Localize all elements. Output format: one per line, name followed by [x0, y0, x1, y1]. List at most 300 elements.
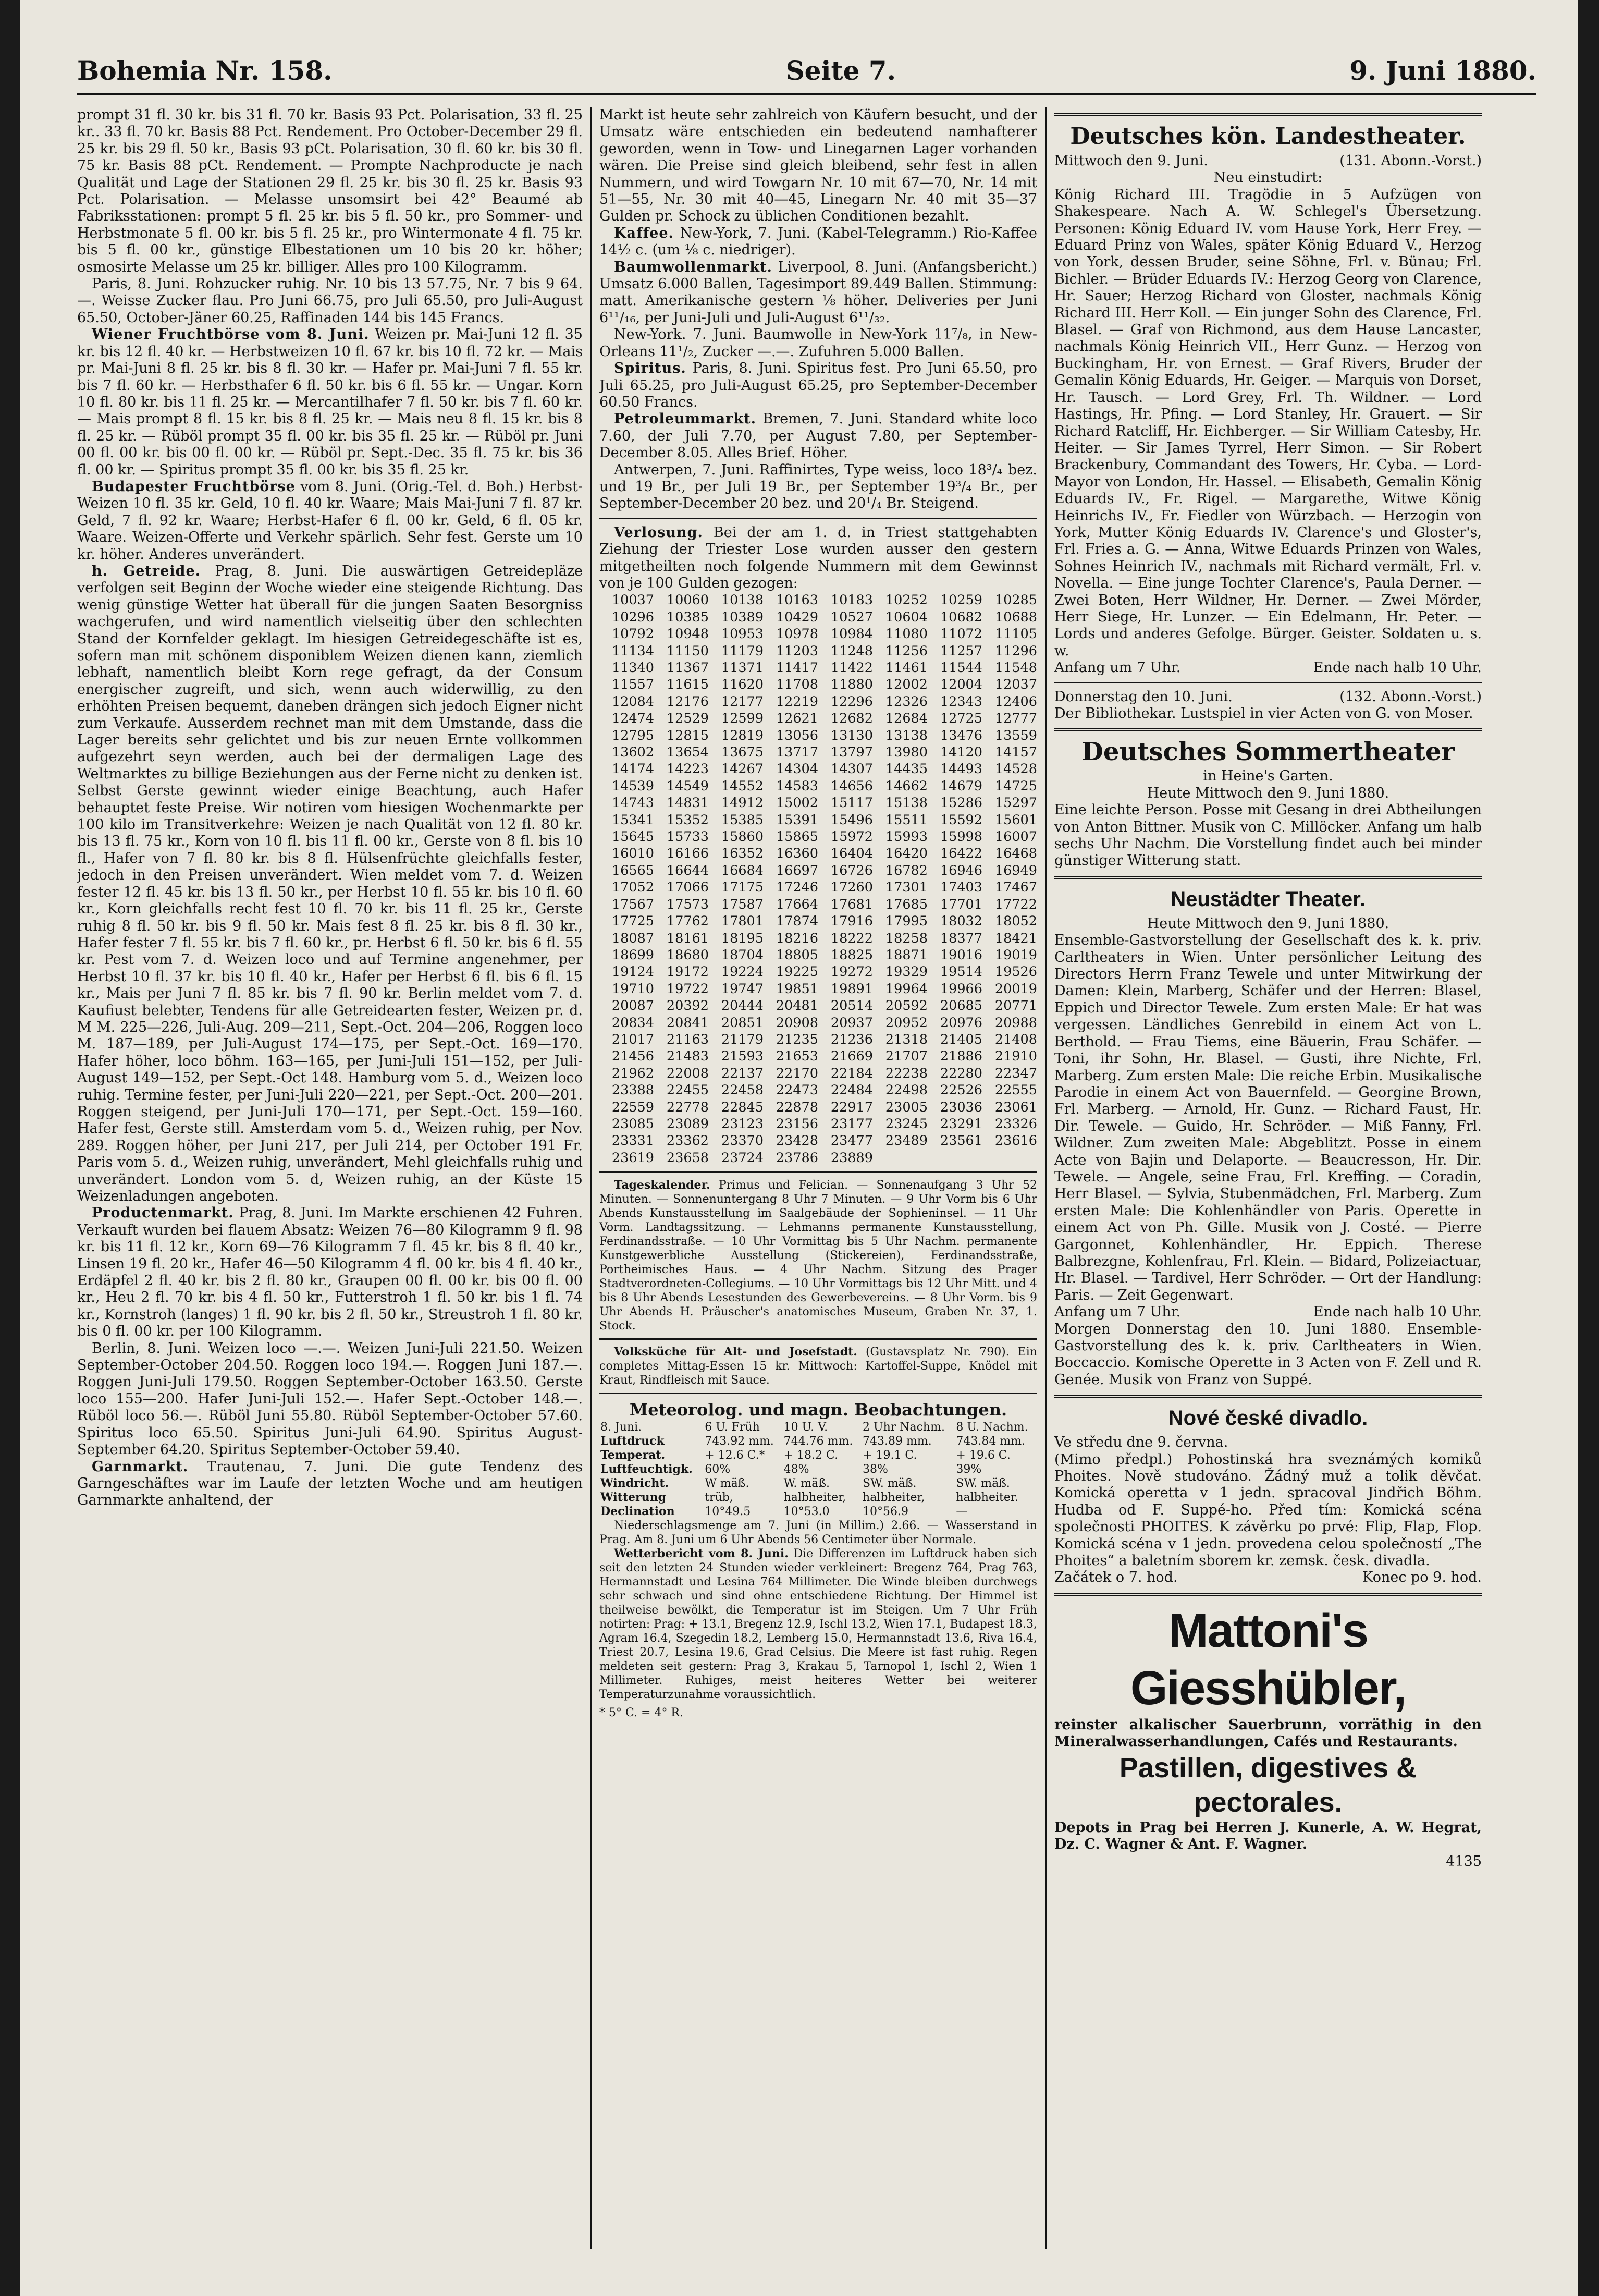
lottery-row — [599, 1065, 1037, 1082]
lottery-number: 18052 — [994, 913, 1037, 930]
lottery-number: 12725 — [940, 711, 982, 727]
lottery-number: 10948 — [666, 626, 709, 642]
lottery-number: 15002 — [776, 795, 818, 811]
lottery-number: 16644 — [666, 862, 709, 878]
lottery-number: 10978 — [776, 626, 818, 642]
lottery-number: 23561 — [940, 1133, 982, 1149]
mattoni-ad-headline: Mattoni's Giesshübler, — [1130, 1604, 1406, 1715]
lottery-row — [599, 761, 1037, 777]
lottery-number: 23326 — [994, 1116, 1037, 1132]
lottery-number: 11150 — [666, 643, 709, 659]
lottery-number: 20834 — [611, 1015, 654, 1031]
lottery-number: 23786 — [776, 1150, 818, 1166]
lottery-number: 22238 — [885, 1065, 928, 1081]
newyork-cotton-text: New-York. 7. Juni. Baumwolle in New-York 11⁷/₈, in New-Orleans 11¹/₂, Zucker —.—. Zufuhren 5.000 Ballen. — [599, 326, 1037, 360]
section-divider — [599, 1171, 1037, 1173]
lottery-number: 16697 — [776, 862, 818, 878]
lottery-number: 14435 — [885, 761, 928, 777]
lottery-row — [599, 997, 1037, 1014]
landestheater-abo: (131. Abonn.-Vorst.) — [1339, 153, 1482, 169]
lottery-number: 17801 — [721, 913, 764, 930]
neustaedter-program: Ensemble-Gastvorstellung der Gesellschaft des k. k. priv. Carltheaters in Wien. Unter persönlicher Leitung des Directors Herrn Franz Tewele und unter Mitwirkung der Damen: Klein, Marberg, Schäfer und der Herren: Blasel, Eppich und Director Tewele. Zum ersten Male: Er hat was vergessen. Ländliches Genrebild in einem Act von L. Berthold. — Frau Tiems, eine Bäuerin, Frau Schäfer. — Toni, ihr Sohn, Hr. Blasel. — Gusti, ihre Nichte, Frl. Marberg. Zum ersten Male: Die reiche Erbin. Musikalische Parodie in einem Act von Bauernfeld. — Georgine Brown, Frl. Marberg. — Arnold, Hr. Gunz. — Richard Faust, Hr. Dir. Tewele. — Guido, Hr. Schröder. — Miß Fanny, Frl. Wildner. Zum zweiten Male: Abgeblitzt. Posse in einem Acte von Bajin und Delaporte. — Beaucresson, Hr. Dir. Tewele. — Angele, seine Frau, Frl. Kreffing. — Coradin, Herr Blasel. — Sylvia, Stubenmädchen, Frl. Marberg. Zum ersten Male: Die Kohlenhändler von Paris. Operette in einem Act von Ph. Gille. Musik von J. Costé. — Pierre Gargonnet, Kohlenhändler, Hr. Eppich. Therese Balbrezgne, Kohlenfrau, Frl. Klein. — Bidard, Polizeiactuar, Hr. Blasel. — Tardivel, Herr Schröder. — Ort der Handlung: Paris. — Zeit Gegenwart. — [1054, 932, 1482, 1303]
lottery-number: 16352 — [721, 846, 764, 862]
tageskalender-heading: Tageskalender. — [614, 1178, 710, 1192]
landestheater-date: Mittwoch den 9. Juni. — [1054, 153, 1208, 169]
lottery-number: 11134 — [611, 643, 654, 659]
header-page-number: Seite 7. — [785, 55, 896, 86]
lottery-number: 11179 — [721, 643, 764, 659]
lottery-number: 17874 — [776, 913, 818, 930]
landestheater-title: Deutsches kön. Landestheater. — [1070, 123, 1466, 150]
lottery-number: 20392 — [666, 998, 709, 1014]
lottery-number: 14539 — [611, 778, 654, 794]
lottery-number: 17587 — [721, 896, 764, 912]
lottery-number: 11422 — [830, 660, 873, 676]
ceske-divadlo-program: (Mimo předpl.) Pohostinská hra sveznámých komiků Phoites. Nově studováno. Žádný muž a tolik děvčat. Komická operetta v 1 jedn. spracoval Jindřich Böhm. Hudba od F. Suppé-ho. Před tím: Komická scéna společnosti PHOITES. K závěrku po prvé: Flip, Flap, Flop. Komická scéna v 1 jedn. provedena celou společností „The Phoites“ a baletním sborem kr. zemsk. česk. divadla. — [1054, 1451, 1482, 1569]
column-theatre-ads — [1054, 107, 1482, 2244]
lottery-number: 12599 — [721, 711, 764, 727]
lottery-number: 23428 — [776, 1133, 818, 1149]
lottery-number: 23362 — [666, 1133, 709, 1149]
lottery-number: 16468 — [994, 846, 1037, 862]
lottery-number: 20019 — [994, 981, 1037, 997]
lottery-number: 14725 — [994, 778, 1037, 794]
lottery-number: 15138 — [885, 795, 928, 811]
lottery-number: 13602 — [611, 744, 654, 761]
ad-number: 4135 — [1446, 1853, 1482, 1870]
lottery-number: 22170 — [776, 1065, 818, 1081]
lottery-number: 10682 — [940, 609, 982, 625]
lottery-row — [599, 1132, 1037, 1149]
lottery-number: 20841 — [666, 1015, 709, 1031]
weather-cell: SW. mäß. — [863, 1477, 917, 1491]
lottery-number: 11417 — [776, 660, 818, 676]
weather-cell: 10°49.5 — [705, 1505, 751, 1519]
weather-header-cell: 6 U. Früh — [705, 1421, 760, 1434]
weather-cell: Declination — [600, 1505, 675, 1519]
lottery-numbers-table — [599, 592, 1037, 1166]
lottery-number: 12176 — [666, 693, 709, 710]
lottery-row — [599, 676, 1037, 693]
lottery-number: 15496 — [830, 812, 873, 828]
lottery-row — [599, 845, 1037, 862]
lottery-number: 15286 — [940, 795, 982, 811]
lottery-number: 17567 — [611, 896, 654, 912]
section-divider — [599, 1338, 1037, 1340]
weather-row — [599, 1448, 1037, 1462]
lottery-number: 14223 — [666, 761, 709, 777]
lottery-number: 14831 — [666, 795, 709, 811]
antwerpen-text: Antwerpen, 7. Juni. Raffinirtes, Type weiss, loco 18³/₄ bez. und 19 Br., per Juli 19 Br., per September 19³/₄ Br., per September-December 20 bez. und 20¹/₄ Br. Steigend. — [599, 461, 1037, 512]
garnmarkt-continued: Markt ist heute sehr zahlreich von Käufern besucht, und der Umsatz wäre entschieden ein bedeutend namhafterer geworden, wenn in Tow- und Linegarnen Lager vorhanden wären. Die Preise sind gleich bleibend, sehr fest in allen Nummern, und wird Towgarn Nr. 10 mit 67—70, Nr. 14 mit 51—55, Nr. 30 mit 40—45, Linegarn Nr. 40 mit 35—37 Gulden pr. Schock zu üblichen Conditionen bezahlt. — [599, 107, 1037, 225]
lottery-number: 16420 — [885, 846, 928, 862]
lottery-row — [599, 981, 1037, 997]
lottery-number: 21593 — [721, 1048, 764, 1065]
lottery-number: 20444 — [721, 998, 764, 1014]
lottery-number: 22473 — [776, 1082, 818, 1098]
lottery-number: 13056 — [776, 727, 818, 743]
lottery-number: 14174 — [611, 761, 654, 777]
lottery-number: 14552 — [721, 778, 764, 794]
lottery-number: 11544 — [940, 660, 982, 676]
lottery-number: 11367 — [666, 660, 709, 676]
lottery-number: 11371 — [721, 660, 764, 676]
lottery-number: 23036 — [940, 1099, 982, 1115]
lottery-number: 11548 — [994, 660, 1037, 676]
lottery-number: 14267 — [721, 761, 764, 777]
lottery-number: 20952 — [885, 1015, 928, 1031]
lottery-number: 22559 — [611, 1099, 654, 1115]
lottery-number: 22845 — [721, 1099, 764, 1115]
productenmarkt-heading: Productenmarkt. — [92, 1205, 234, 1222]
lottery-number: 23061 — [994, 1099, 1037, 1115]
lottery-number: 21962 — [611, 1065, 654, 1081]
lottery-number: 11256 — [885, 643, 928, 659]
lottery-number — [873, 1150, 928, 1166]
lottery-number: 22008 — [666, 1065, 709, 1081]
weather-row — [599, 1434, 1037, 1448]
budapest-fruchtboerse-heading: Budapester Fruchtbörse — [92, 478, 296, 495]
weather-cell: 38% — [863, 1463, 888, 1476]
lottery-number: 11708 — [776, 677, 818, 693]
sommertheater-title: Deutsches Sommertheater — [1081, 737, 1455, 767]
weather-cell: halbheiter, — [863, 1491, 925, 1505]
lottery-number: 10389 — [721, 609, 764, 625]
weather-header-cell: 10 U. V. — [783, 1421, 828, 1434]
header-rule — [77, 93, 1536, 95]
weather-cell: — — [956, 1505, 968, 1519]
lottery-number: 16946 — [940, 862, 982, 878]
weather-cell: 743.89 mm. — [863, 1435, 932, 1448]
lottery-number: 15865 — [776, 829, 818, 845]
weather-row — [599, 1505, 1037, 1519]
lottery-number: 10953 — [721, 626, 764, 642]
lottery-number: 18258 — [885, 930, 928, 946]
lottery-row — [599, 643, 1037, 660]
ceske-divadlo-date: Ve středu dne 9. června. — [1054, 1434, 1228, 1451]
lottery-number: 15860 — [721, 829, 764, 845]
lottery-number: 15592 — [940, 812, 982, 828]
weather-cell: halbheiter. — [956, 1491, 1018, 1505]
lottery-number: 12529 — [666, 711, 709, 727]
lottery-number: 13138 — [885, 727, 928, 743]
lottery-number: 12621 — [776, 711, 818, 727]
lottery-number: 12326 — [885, 693, 928, 710]
lottery-number: 13797 — [830, 744, 873, 761]
garnmarkt-text: Trautenau, 7. Juni. Die gute Tendenz des Garngeschäftes war im Laufe der letzten Woche und am heutigen Garnmarkte anhaltend, der — [77, 1458, 583, 1509]
weather-cell: W mäß. — [705, 1477, 749, 1491]
lottery-number: 21017 — [611, 1031, 654, 1047]
lottery-number: 20937 — [830, 1015, 873, 1031]
landestheater-next-abo: (132. Abonn.-Vorst.) — [1339, 688, 1482, 705]
lottery-number: 11080 — [885, 626, 928, 642]
lottery-number: 22280 — [940, 1065, 982, 1081]
lottery-number: 22347 — [994, 1065, 1037, 1081]
lottery-row — [599, 592, 1037, 608]
lottery-number: 18825 — [830, 947, 873, 963]
lottery-row — [599, 1099, 1037, 1116]
lottery-row — [599, 727, 1037, 744]
lottery-number: 19329 — [885, 964, 928, 980]
lottery-number: 23619 — [611, 1150, 654, 1166]
lottery-number: 18704 — [721, 947, 764, 963]
lottery-number: 23658 — [666, 1150, 709, 1166]
lottery-number: 19514 — [940, 964, 982, 980]
lottery-number: 15117 — [830, 795, 873, 811]
lottery-number: 21483 — [666, 1048, 709, 1065]
lottery-number: 11257 — [940, 643, 982, 659]
lottery-number: 14549 — [666, 778, 709, 794]
lottery-number: 12815 — [666, 727, 709, 743]
lottery-number: 17995 — [885, 913, 928, 930]
weather-cell: 39% — [956, 1463, 982, 1476]
lottery-row — [599, 947, 1037, 963]
lottery-number: 17916 — [830, 913, 873, 930]
column-market-reports — [77, 107, 583, 2244]
lottery-number: 23177 — [830, 1116, 873, 1132]
baumwolle-heading: Baumwollenmarkt. — [614, 259, 772, 275]
lottery-number: 10060 — [666, 592, 709, 608]
lottery-number: 11296 — [994, 643, 1037, 659]
lottery-number: 11461 — [885, 660, 928, 676]
lottery-number: 15601 — [994, 812, 1037, 828]
ceske-divadlo-title: Nové české divadlo. — [1168, 1407, 1368, 1430]
lottery-number: 21236 — [830, 1031, 873, 1047]
lottery-number: 23245 — [885, 1116, 928, 1132]
mattoni-ad-text: reinster alkalischer Sauerbrunn, vorräthig in den Mineralwasserhandlungen, Cafés und Restaurants. — [1054, 1716, 1482, 1750]
pastillen-ad-headline: Pastillen, digestives & pectorales. — [1119, 1752, 1417, 1818]
weather-row — [599, 1491, 1037, 1505]
baumwolle-text: Liverpool, 8. Juni. (Anfangsbericht.) Umsatz 6.000 Ballen, Tagesimport 89.449 Ballen. Stimmung: matt. Amerikanische gestern ⅛ höher. Deliveries per Juni 6¹¹/₁₆, per Juni-Juli und Juli-August 6¹¹/₃₂. — [599, 259, 1037, 326]
lottery-row — [599, 795, 1037, 811]
weather-cell: 743.84 mm. — [956, 1435, 1026, 1448]
lottery-number: 23005 — [885, 1099, 928, 1115]
lottery-row — [599, 1116, 1037, 1132]
paris-sugar-report: Paris, 8. Juni. Rohzucker ruhig. Nr. 10 bis 13 57.75, Nr. 7 bis 9 64.—. Weisse Zucker flau. Pro Juni 66.75, pro Juli 65.50, pro Juli-August 65.50, October-Jäner 60.25, Raffinaden 144 bis 145 Francs. — [77, 276, 583, 326]
wien-fruchtboerse-heading: Wiener Fruchtbörse vom 8. Juni. — [92, 326, 370, 343]
lottery-number: 19016 — [940, 947, 982, 963]
getreide-heading: h. Getreide. — [92, 563, 201, 579]
lottery-number: 23331 — [611, 1133, 654, 1149]
lottery-number: 19019 — [994, 947, 1037, 963]
petroleum-text: Bremen, 7. Juni. Standard white loco 7.60, der Juli 7.70, per August 7.80, per September-December 8.05. Alles Brief. Höher. — [599, 411, 1037, 461]
lottery-row — [599, 693, 1037, 710]
header-date: 9. Juni 1880. — [1349, 55, 1536, 86]
weather-cell: Luftfeuchtigk. — [600, 1462, 693, 1476]
lottery-number: 12037 — [994, 677, 1037, 693]
weather-cell: trüb, — [705, 1491, 733, 1505]
lottery-number: 20976 — [940, 1015, 982, 1031]
lottery-number: 11880 — [830, 677, 873, 693]
lottery-number: 22778 — [666, 1099, 709, 1115]
lottery-number: 19966 — [940, 981, 982, 997]
lottery-number: 16360 — [776, 846, 818, 862]
lottery-number: 17175 — [721, 880, 764, 896]
section-divider — [1054, 682, 1482, 683]
neustaedter-title: Neustädter Theater. — [1171, 887, 1366, 911]
lottery-number: 21456 — [611, 1048, 654, 1065]
lottery-number: 20771 — [994, 998, 1037, 1014]
lottery-number: 14307 — [830, 761, 873, 777]
lottery-number — [982, 1150, 1037, 1166]
footnote: * 5° C. = 4° R. — [599, 1706, 683, 1720]
lottery-number: 11105 — [994, 626, 1037, 642]
lottery-number: 16422 — [940, 846, 982, 862]
lottery-number: 22498 — [885, 1082, 928, 1098]
lottery-number: 23156 — [776, 1116, 818, 1132]
landestheater-program: König Richard III. Tragödie in 5 Aufzügen von Shakespeare. Nach A. W. Schlegel's Übersetzung. Personen: König Eduard IV. vom Hause York, Herr Frey. — Eduard Prinz von Wales, später König Eduard V., Herzog von York, dessen Bruder, seine Söhne, Frl. v. Bünau; Frl. Bichler. — Brüder Eduards IV.: Herzog Georg von Clarence, Hr. Sauer; Herzog Richard von Gloster, nachmals König Richard III. Herr Koll. — Ein junger Sohn des Clarence, Frl. Blasel. — Graf von Richmond, aus dem Hause Lancaster, nachmals König Heinrich VII., Herr Gunz. — Herzog von Buckingham, Hr. von Ernest. — Graf Rivers, Bruder der Gemalin König Eduards, Hr. Geiger. — Marquis von Dorset, Hr. Tausch. — Lord Grey, Frl. Th. Wildner. — Lord Hastings, Hr. Pfing. — Lord Stanley, Hr. Grauert. — Sir Richard Ratcliff, Hr. Eichberger. — Sir William Catesby, Hr. Heiter. — Sir James Tyrrel, Herr Simon. — Sir Robert Brackenbury, Commandant des Towers, Hr. Cyba. — Lord-Mayor von London, Hr. Hassel. — Elisabeth, Gemalin König Eduards IV., Fr. Rigel. — Margarethe, Witwe König Heinrichs IV., Fr. Fiedler von Würzbach. — Herzogin von York, Mutter König Eduards IV. Clarence's und Gloster's, Frl. Fries a. G. — Anna, Witwe Eduards Prinzen von Wales, Sohnes Heinrich IV., nachmals mit Richard vermält, Frl. v. Novella. — Eine junge Tochter Clarence's, Paula Derner. — Zwei Boten, Herr Wildner, Hr. Derner. — Zwei Mörder, Herr Siege, Hr. Lunzer. — Ein Edelmann, Hr. Peter. — Lords und anderes Gefolge. Bürger. Geister. Soldaten u. s. w. — [1054, 186, 1482, 659]
lottery-number: 12684 — [885, 711, 928, 727]
lottery-number: 12343 — [940, 693, 982, 710]
lottery-row — [599, 710, 1037, 727]
lottery-row — [599, 896, 1037, 913]
neustaedter-ende: Ende nach halb 10 Uhr. — [1313, 1304, 1482, 1321]
lottery-number: 18421 — [994, 930, 1037, 946]
lottery-number: 17403 — [940, 880, 982, 896]
weather-cell: Temperat. — [600, 1448, 666, 1462]
meteorology-heading: Meteorolog. und magn. Beobachtungen. — [629, 1400, 1007, 1420]
lottery-number: 20908 — [776, 1015, 818, 1031]
lottery-number: 13130 — [830, 727, 873, 743]
lottery-number: 15993 — [885, 829, 928, 845]
section-divider — [1054, 728, 1482, 731]
lottery-number: 15733 — [666, 829, 709, 845]
lottery-number: 14493 — [940, 761, 982, 777]
lottery-number: 23477 — [830, 1133, 873, 1149]
lottery-number: 17664 — [776, 896, 818, 912]
lottery-number: 14304 — [776, 761, 818, 777]
ceske-divadlo-zacatek: Začátek o 7. hod. — [1054, 1569, 1178, 1586]
lottery-number: 19891 — [830, 981, 873, 997]
landestheater-next-date: Donnerstag den 10. Juni. — [1054, 688, 1233, 705]
newspaper-page — [20, 0, 1578, 2296]
lottery-row — [599, 812, 1037, 828]
lottery-number: 15352 — [666, 812, 709, 828]
lottery-number: 10792 — [611, 626, 654, 642]
lottery-number: 17685 — [885, 896, 928, 912]
lottery-number: 17725 — [611, 913, 654, 930]
lottery-number: 20087 — [611, 998, 654, 1014]
column-rule-1 — [590, 107, 592, 2249]
lottery-number — [928, 1150, 982, 1166]
lottery-number: 15297 — [994, 795, 1037, 811]
lottery-number: 12084 — [611, 693, 654, 710]
weather-cell: 744.76 mm. — [783, 1435, 853, 1448]
lottery-number: 20851 — [721, 1015, 764, 1031]
lottery-number: 18805 — [776, 947, 818, 963]
landestheater-new-label: Neu einstudirt: — [1213, 169, 1323, 186]
weather-row — [599, 1476, 1037, 1491]
lottery-number: 13980 — [885, 744, 928, 761]
lottery-number: 15998 — [940, 829, 982, 845]
header-masthead: Bohemia Nr. 158. — [77, 55, 333, 86]
lottery-number: 16684 — [721, 862, 764, 878]
lottery-number: 13559 — [994, 727, 1037, 743]
lottery-number: 16565 — [611, 862, 654, 878]
lottery-number: 14157 — [994, 744, 1037, 761]
lottery-number: 10527 — [830, 609, 873, 625]
lottery-number: 22526 — [940, 1082, 982, 1098]
lottery-number: 19964 — [885, 981, 928, 997]
lottery-number: 14120 — [940, 744, 982, 761]
lottery-number: 17467 — [994, 880, 1037, 896]
kaffee-heading: Kaffee. — [614, 225, 674, 241]
lottery-number: 18699 — [611, 947, 654, 963]
lottery-number: 12777 — [994, 711, 1037, 727]
lottery-number: 12474 — [611, 711, 654, 727]
lottery-number: 17260 — [830, 880, 873, 896]
lottery-number: 10163 — [776, 592, 818, 608]
lottery-number: 18161 — [666, 930, 709, 946]
lottery-number: 15511 — [885, 812, 928, 828]
lottery-number: 23616 — [994, 1133, 1037, 1149]
lottery-number: 15972 — [830, 829, 873, 845]
weather-header-cell: 8. Juni. — [600, 1421, 642, 1434]
lottery-number: 12795 — [611, 727, 654, 743]
lottery-number: 13675 — [721, 744, 764, 761]
lottery-number: 15385 — [721, 812, 764, 828]
lottery-number: 14743 — [611, 795, 654, 811]
lottery-number: 20514 — [830, 998, 873, 1014]
column-rule-2 — [1045, 107, 1047, 2249]
lottery-number: 12296 — [830, 693, 873, 710]
sugar-report: prompt 31 fl. 30 kr. bis 31 fl. 70 kr. Basis 93 Pct. Polarisation, 33 fl. 25 kr.. 33 fl. 70 kr. Basis 88 Pct. Rendement. Pro October-December 29 fl. 25 kr. bis 29 fl. 50 kr., Basis 93 pCt. Polarisation, 30 fl. 60 kr. bis 30 fl. 75 kr. Basis 88 pCt. Rendement. — Prompte Nachproducte je nach Qualität und Lage der Stationen 29 fl. 25 kr. bis 30 fl. 25 kr. Basis 93 Pct. Polarisation. — Melasse unsomsirt bei 42° Beaumé ab Fabriksstationen: prompt 5 fl. 25 kr. bis 5 fl. 50 kr., pro Sommer- und Herbstmonate 5 fl. 00 kr. bis 5 fl. 25 kr., pro Wintermonate 4 fl. 75 kr. bis 5 fl. 00 kr., günstige Elbestationen um 10 bis 20 kr. höher; osmosirte Melasse um 25 kr. billiger. Alles pro 100 Kilogramm. — [77, 107, 583, 275]
lottery-number: 23889 — [830, 1150, 873, 1166]
lottery-number: 19851 — [776, 981, 818, 997]
lottery-row — [599, 1082, 1037, 1098]
volkskueche-text: (Gustavsplatz Nr. 790). Ein completes Mittag-Essen 15 kr. Mittwoch: Kartoffel-Suppe, Knödel mit Kraut, Rindfleisch mit Sauce. — [599, 1346, 1037, 1387]
sommertheater-subtitle: in Heine's Garten. — [1203, 768, 1333, 785]
lottery-number: 15645 — [611, 829, 654, 845]
lottery-number: 12219 — [776, 693, 818, 710]
weather-cell: SW. mäß. — [956, 1477, 1010, 1491]
lottery-row — [599, 1015, 1037, 1031]
section-divider — [599, 1393, 1037, 1394]
lottery-number: 18377 — [940, 930, 982, 946]
lottery-number: 12002 — [885, 677, 928, 693]
lottery-number: 13717 — [776, 744, 818, 761]
lottery-number: 14662 — [885, 778, 928, 794]
mattoni-ad-depots: Depots in Prag bei Herren J. Kunerle, A. W. Hegrat, Dz. C. Wagner & Ant. F. Wagner. — [1054, 1819, 1482, 1853]
weather-cell: + 12.6 C.* — [705, 1449, 765, 1462]
productenmarkt-text: Prag, 8. Juni. Im Markte erschienen 42 Fuhren. Verkauft wurden bei flauem Absatz: Weizen 76—80 Kilogramm 9 fl. 98 kr. bis 11 fl. 12 kr., Korn 69—76 Kilogramm 7 fl. 45 kr. bis 8 fl. 40 kr., Linsen 19 fl. 20 kr., Hafer 46—50 Kilogramm 4 fl. 00 kr. bis 4 fl. 40 kr., Erdäpfel 2 fl. 40 kr. bis 2 fl. 80 kr., Graupen 00 fl. 00 kr. bis 00 fl. 00 kr., Heu 2 fl. 70 kr. bis 4 fl. 50 kr., Futterstroh 1 fl. 50 kr. bis 1 fl. 74 kr., Kornstroh (langes) 1 fl. 90 kr. bis 2 fl. 50 kr., Streustroh 1 fl. 80 kr. bis 0 fl. 00 kr. per 100 Kilogramm. — [77, 1205, 583, 1340]
lottery-number: 10183 — [830, 592, 873, 608]
lottery-number: 19747 — [721, 981, 764, 997]
lottery-number: 18032 — [940, 913, 982, 930]
wetterbericht-heading: Wetterbericht vom 8. Juni. — [614, 1547, 789, 1561]
lottery-number: 19272 — [830, 964, 873, 980]
lottery-row — [599, 609, 1037, 626]
lottery-number: 18871 — [885, 947, 928, 963]
lottery-row — [599, 913, 1037, 930]
lottery-row — [599, 660, 1037, 676]
lottery-number: 18680 — [666, 947, 709, 963]
lottery-number: 21179 — [721, 1031, 764, 1047]
lottery-number: 14528 — [994, 761, 1037, 777]
lottery-number: 16010 — [611, 846, 654, 862]
lottery-number: 22917 — [830, 1099, 873, 1115]
weather-header-row — [599, 1420, 1037, 1434]
weather-cell: Witterung — [600, 1491, 666, 1505]
lottery-number: 12682 — [830, 711, 873, 727]
lottery-number: 14656 — [830, 778, 873, 794]
lottery-number: 11248 — [830, 643, 873, 659]
lottery-number: 12004 — [940, 677, 982, 693]
column-markets-lottery-weather — [599, 107, 1037, 2244]
lottery-number: 19710 — [611, 981, 654, 997]
lottery-number: 23123 — [721, 1116, 764, 1132]
weather-cell: 10°53.0 — [783, 1505, 830, 1519]
